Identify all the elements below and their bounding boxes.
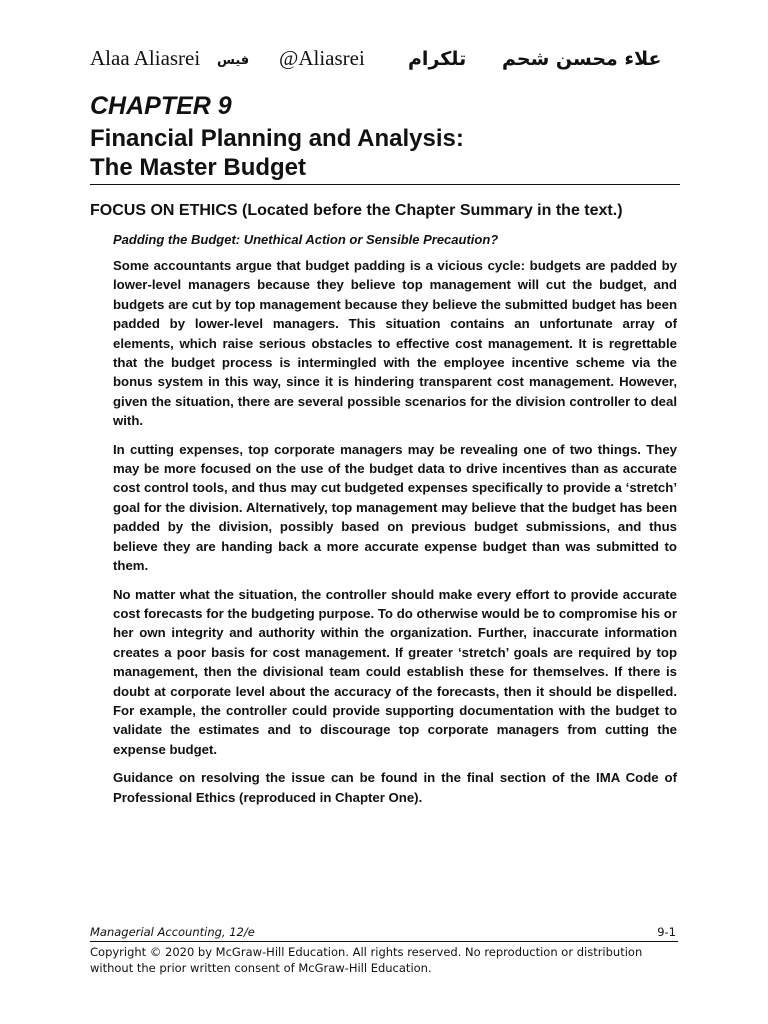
section-body bbox=[113, 256, 677, 816]
paragraph: Some accountants argue that budget padding is a vicious cycle: budgets are padded by lower-level managers because they believe top management will cut the budget, and budgets are cut by top management because they believe the submitted budget has been padded by lower-level managers. This situation contains an unfortunate array of elements, which raise serious obstacles to effective cost management. It is regrettable that the budget process is intermingled with the employee incentive scheme via the bonus system in this way, since it is hindering transparent cost management. However, given the situation, there are several possible scenarios for the division controller to deal with. bbox=[113, 258, 677, 429]
chapter-title-line-1: Financial Planning and Analysis: bbox=[90, 125, 464, 152]
facebook-label: فيس bbox=[217, 53, 250, 68]
footer-book-title: Managerial Accounting, 12/e bbox=[90, 925, 255, 939]
title-divider bbox=[90, 184, 680, 185]
page-footer bbox=[90, 923, 678, 942]
footer-page-number: 9-1 bbox=[657, 925, 676, 939]
author-name-arabic: علاء محسن شحم bbox=[502, 48, 662, 70]
paragraph: In cutting expenses, top corporate managers may be revealing one of two things. They may be more focused on the use of the budget data to drive incentives than as accurate cost control tools, and thus may cut budgeted expenses specifically to provide a ‘stretch’ goal for the division. Alternatively, top management may believe that the budget has been padded by the division, possibly based on previous budget submissions, and thus believe they are handing back a more accurate expense budget than was submitted to them. bbox=[113, 441, 677, 574]
section-subheading: Padding the Budget: Unethical Action or Sensible Precaution? bbox=[113, 232, 499, 247]
author-handle: @Aliasrei bbox=[279, 46, 365, 70]
section-heading: FOCUS ON ETHICS (Located before the Chapter Summary in the text.) bbox=[90, 202, 623, 219]
paragraph: Guidance on resolving the issue can be found in the final section of the IMA Code of Professional Ethics (reproduced in Chapter One). bbox=[113, 770, 677, 805]
chapter-title-line-2: The Master Budget bbox=[90, 154, 307, 181]
footer-copyright: Copyright © 2020 by McGraw-Hill Education. All rights reserved. No reproduction or distribution without the prior written consent of McGraw-Hill Education. bbox=[90, 945, 643, 975]
chapter-label: CHAPTER 9 bbox=[90, 92, 232, 120]
paragraph: No matter what the situation, the controller should make every effort to provide accurate cost forecasts for the budgeting purpose. To do otherwise would be to compromise his or her own integrity and authority within the organization. Further, inaccurate information creates a poor basis for cost management. If greater ‘stretch’ goals are required by top management, then the divisional team could establish these for themselves. If there is doubt at corporate level about the accuracy of the forecasts, then it should be dispelled. For example, the controller could provide supporting documentation with the budget to validate the estimates and to discourage top corporate managers from cutting the expense budget. bbox=[113, 586, 677, 757]
author-name-latin: Alaa Aliasrei bbox=[90, 46, 201, 70]
telegram-label: تلكرام bbox=[408, 48, 467, 70]
page-header bbox=[90, 46, 690, 76]
chapter-title bbox=[90, 124, 690, 182]
